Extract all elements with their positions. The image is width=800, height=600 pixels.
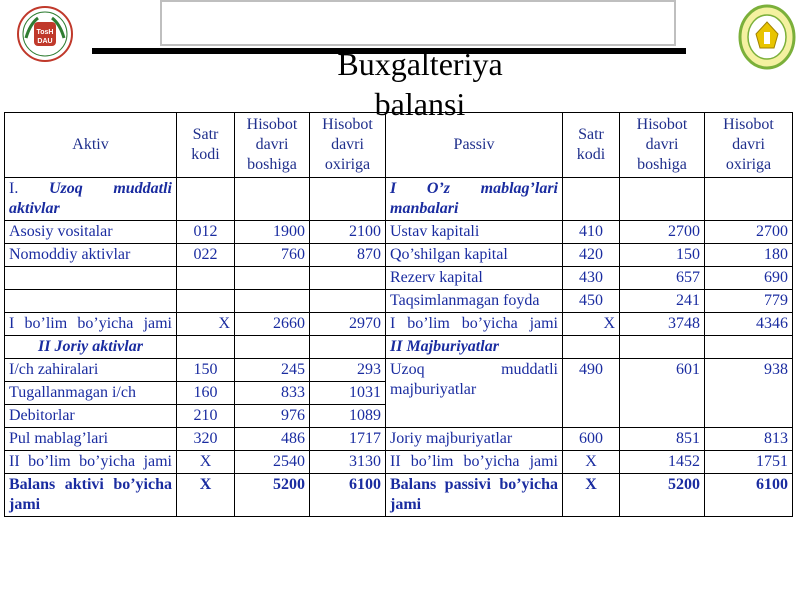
- title-line-1: Buxgalteriya: [337, 46, 503, 82]
- section-row-1: [5, 178, 793, 221]
- section-row-2: [5, 336, 793, 359]
- grand-total-row: Balans aktivi bo’yicha jami X 5200 6100 Balans passivi bo’yicha jami X 5200 6100: [5, 474, 793, 517]
- table-row: Rezerv kapital 430 657 690: [5, 267, 793, 290]
- section-passiv-1: I O’z mablag’lari manbalari: [386, 178, 563, 221]
- col-header-satr-kodi: Satr kodi: [177, 113, 235, 178]
- section-passiv-2: II Majburiyatlar: [386, 336, 563, 359]
- col-header-boshiga: Hisobot davri boshiga: [235, 113, 310, 178]
- table-row: Asosiy vositalar 012 1900 2100 Ustav kapitali 410 2700 2700: [5, 221, 793, 244]
- table-row: Debitorlar 210 976 1089: [5, 405, 793, 428]
- section-aktiv-2: II Joriy aktivlar: [5, 336, 177, 359]
- col-header-oxiriga-passiv: Hisobot davri oxiriga: [705, 113, 793, 178]
- balance-table: [4, 112, 793, 517]
- emblem-logo: [738, 4, 796, 70]
- header-box: [160, 0, 676, 46]
- table-row: Pul mablag’lari 320 486 1717 Joriy majburiyatlar 600 851 813: [5, 428, 793, 451]
- table-row: Nomoddiy aktivlar 022 760 870 Qo’shilgan kapital 420 150 180: [5, 244, 793, 267]
- university-logo: [12, 4, 78, 64]
- col-header-aktiv: Aktiv: [5, 113, 177, 178]
- header-row: [5, 113, 793, 178]
- table-row: I/ch zahiralari 150 245 293 Uzoq muddatli majburiyatlar 490 601 938: [5, 359, 793, 382]
- table-row: Tugallanmagan i/ch 160 833 1031: [5, 382, 793, 405]
- col-header-satr-kodi-passiv: Satr kodi: [563, 113, 620, 178]
- logo-sub-text: DAU: [37, 38, 53, 45]
- section-aktiv-1: I. Uzoq muddatli aktivlar: [5, 178, 177, 221]
- title-line-2: balansi: [374, 86, 466, 122]
- subtotal-row-1: I bo’lim bo’yicha jami X 2660 2970 I bo’lim bo’yicha jami X 3748 4346: [5, 313, 793, 336]
- col-header-passiv: Passiv: [386, 113, 563, 178]
- col-header-oxiriga: Hisobot davri oxiriga: [310, 113, 386, 178]
- col-header-boshiga-passiv: Hisobot davri boshiga: [620, 113, 705, 178]
- table-row: Taqsimlanmagan foyda 450 241 779: [5, 290, 793, 313]
- subtotal-row-2: II bo’lim bo’yicha jami X 2540 3130 II bo’lim bo’yicha jami X 1452 1751: [5, 451, 793, 474]
- logo-badge-text: TosH: [36, 29, 54, 36]
